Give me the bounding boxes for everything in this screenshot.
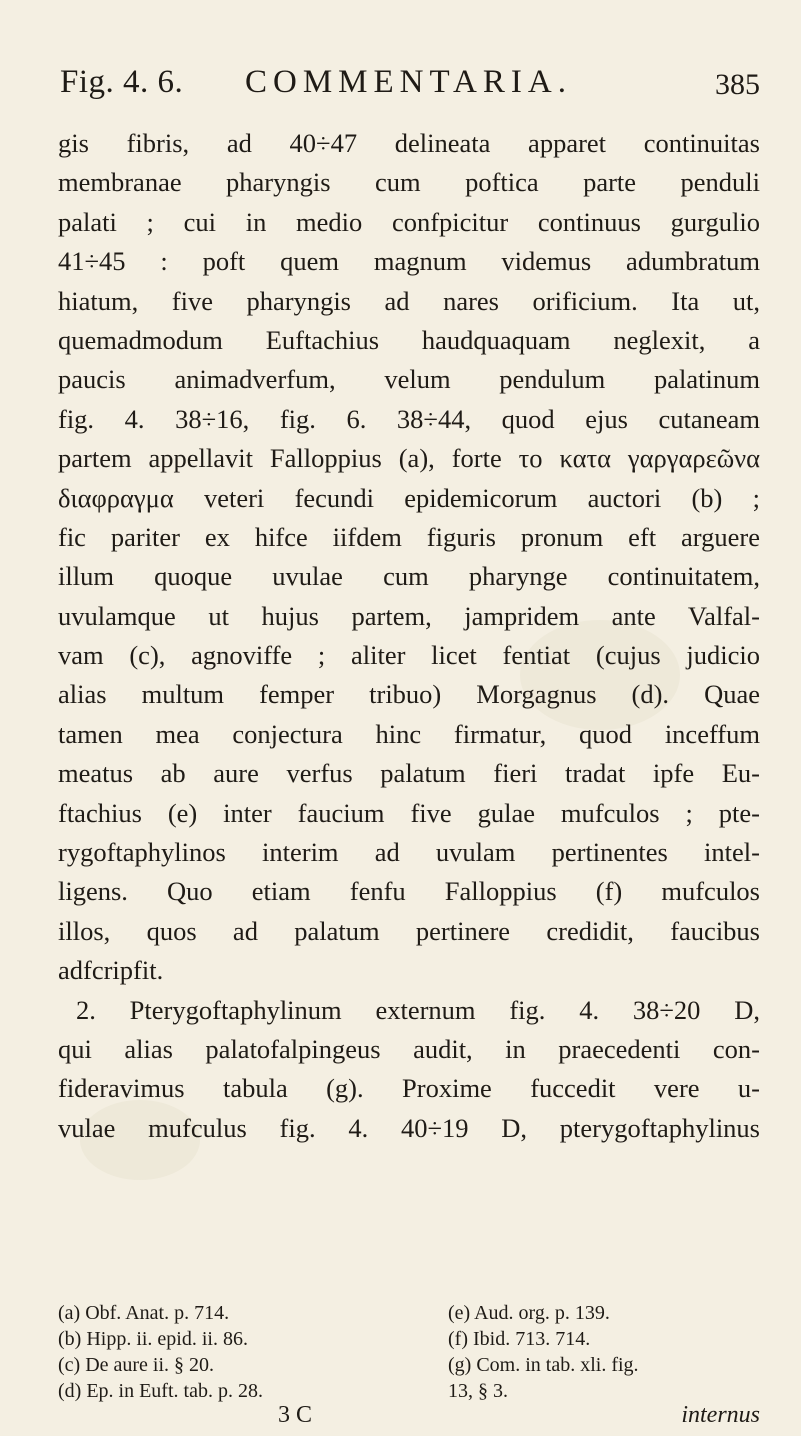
text-line: alias multum femper tribuo) Morgagnus (d). Quae bbox=[58, 679, 760, 710]
text-line: fic pariter ex hifce iifdem figuris pronum eft arguere bbox=[58, 521, 760, 552]
page-number: 385 bbox=[715, 68, 760, 101]
text-line: ftachius (e) inter faucium five gulae mufculos ; pte- bbox=[58, 797, 760, 828]
text-line: tamen mea conjectura hinc firmatur, quod inceffum bbox=[58, 718, 760, 749]
footnote-row bbox=[58, 1378, 760, 1404]
footnote: (a) Obf. Anat. p. 714. bbox=[58, 1302, 230, 1324]
page-foot bbox=[58, 1402, 760, 1434]
footnote: 13, § 3. bbox=[448, 1380, 508, 1402]
text-line: adfcripfit. bbox=[58, 955, 164, 986]
text-line: vulae mufculus fig. 4. 40÷19 D, pterygoftaphylinus bbox=[58, 1112, 760, 1143]
text-line: palati ; cui in medio confpicitur continuus gurgulio bbox=[58, 206, 760, 237]
text-line: rygoftaphylinos interim ad uvulam pertinentes intel- bbox=[58, 837, 760, 868]
text-line: 2. Pterygoftaphylinum externum fig. 4. 38÷20 D, bbox=[76, 994, 760, 1025]
running-title: COMMENTARIA. bbox=[245, 64, 572, 100]
text-line: membranae pharyngis cum poftica parte penduli bbox=[58, 167, 760, 198]
text-line: illos, quos ad palatum pertinere credidit, faucibus bbox=[58, 915, 760, 946]
text-line: uvulamque ut hujus partem, jampridem ante Valfal- bbox=[58, 600, 760, 631]
footnote-row bbox=[58, 1352, 760, 1378]
footnote: (d) Ep. in Euft. tab. p. 28. bbox=[58, 1380, 263, 1402]
page-header bbox=[60, 64, 760, 104]
footnote: (b) Hipp. ii. epid. ii. 86. bbox=[58, 1328, 248, 1350]
text-line: 41÷45 : poft quem magnum videmus adumbratum bbox=[58, 246, 760, 277]
text-line: fideravimus tabula (g). Proxime fuccedit vere u- bbox=[58, 1073, 760, 1104]
body-text bbox=[58, 124, 760, 1148]
text-line: hiatum, five pharyngis ad nares orificium. Ita ut, bbox=[58, 285, 760, 316]
footnote: (f) Ibid. 713. 714. bbox=[448, 1328, 591, 1350]
text-line: ligens. Quo etiam fenfu Falloppius (f) mufculos bbox=[58, 876, 760, 907]
text-line: partem appellavit Falloppius (a), forte το κατα γαργαρεῶνα bbox=[58, 443, 760, 474]
text-line: paucis animadverfum, velum pendulum palatinum bbox=[58, 364, 760, 395]
signature-mark: 3 C bbox=[278, 1402, 313, 1428]
footnote-row bbox=[58, 1326, 760, 1352]
text-line: quemadmodum Euftachius haudquaquam neglexit, a bbox=[58, 324, 760, 355]
text-line: διαφραγμα veteri fecundi epidemicorum auctori (b) ; bbox=[58, 482, 760, 513]
text-line: fig. 4. 38÷16, fig. 6. 38÷44, quod ejus cutaneam bbox=[58, 403, 760, 434]
figure-reference: Fig. 4. 6. bbox=[60, 64, 184, 100]
text-line: qui alias palatofalpingeus audit, in praecedenti con- bbox=[58, 1033, 760, 1064]
text-line: illum quoque uvulae cum pharynge continuitatem, bbox=[58, 561, 760, 592]
text-line: vam (c), agnoviffe ; aliter licet fentiat (cujus judicio bbox=[58, 640, 760, 671]
catchword: internus bbox=[681, 1402, 760, 1428]
footnote: (e) Aud. org. p. 139. bbox=[448, 1302, 610, 1324]
footnote-row bbox=[58, 1300, 760, 1326]
footnotes bbox=[58, 1300, 760, 1404]
footnote: (c) De aure ii. § 20. bbox=[58, 1354, 215, 1376]
text-line: gis fibris, ad 40÷47 delineata apparet continuitas bbox=[58, 128, 760, 158]
footnote: (g) Com. in tab. xli. fig. bbox=[448, 1354, 639, 1376]
text-line: meatus ab aure verfus palatum fieri tradat ipfe Eu- bbox=[58, 758, 760, 789]
